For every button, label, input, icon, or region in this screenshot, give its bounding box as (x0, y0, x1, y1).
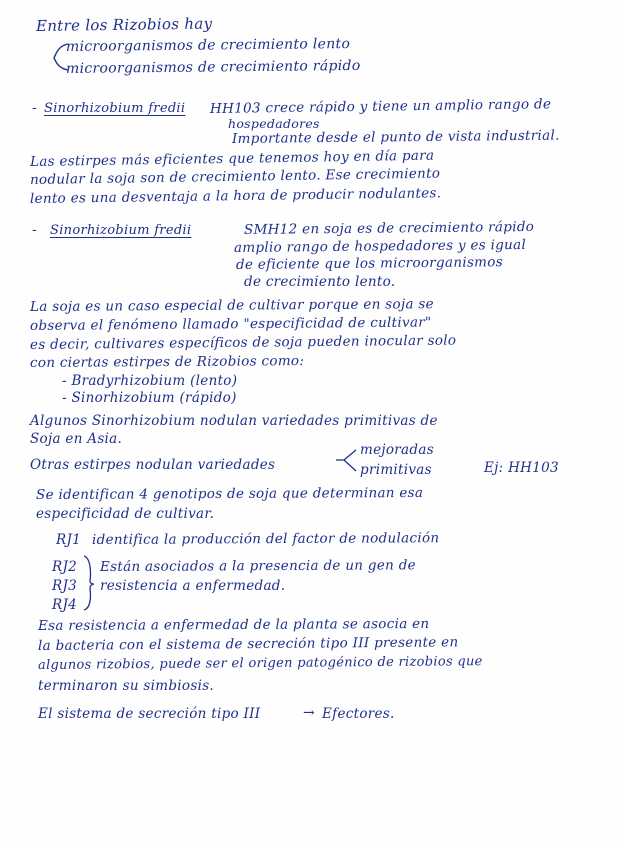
species-name-2: Sinorhizobium fredii (50, 223, 192, 238)
soja-item-1: - Bradyrhizobium (lento) (62, 373, 238, 389)
fredii-2-line-4: de crecimiento lento. (244, 274, 396, 290)
genotipos-line-1: Se identifican 4 genotipos de soja que determinan esa (35, 484, 424, 503)
intro-branch-slow: microorganismos de crecimiento lento (65, 36, 351, 55)
rj3-label: RJ3 (52, 578, 78, 594)
genotipos-line-2: especificidad de cultivar. (36, 506, 215, 522)
primitivas-line-1: Algunos Sinorhizobium nodulan variedades primitivas de (30, 413, 438, 429)
rj4-label: RJ4 (52, 597, 78, 613)
fredii-1-line-6: lento es una desventaja a la hora de producir nodulantes. (29, 185, 442, 207)
soja-line-3: es decir, cultivares específicos de soja pueden inocular solo (29, 332, 457, 353)
branch-primitivas: primitivas (360, 462, 432, 478)
rj1-label: RJ1 (56, 532, 82, 548)
fredii-2-line-3: de eficiente que los microorganismos (235, 254, 503, 273)
fredii-2-line-2: amplio rango de hospedadores y es igual (233, 236, 527, 256)
soja-line-4: con ciertas estirpes de Rizobios como: (29, 353, 305, 371)
example-hh103: Ej: HH103 (484, 460, 559, 476)
fredii-1-line-5: nodular la soja son de crecimiento lento. Ese crecimiento (29, 165, 441, 188)
rj1-description: identifica la producción del factor de nodulación (91, 530, 440, 548)
variedades-branch (332, 445, 358, 477)
fredii-2-line-1: SMH12 en soja es de crecimiento rápido (243, 218, 535, 238)
fredii-1-line-4: Las estirpes más eficientes que tenemos hoy en día para (29, 147, 435, 170)
final-efectores: Efectores. (322, 706, 395, 722)
resistencia-line-4: terminaron su simbiosis. (38, 678, 215, 694)
branch-mejoradas: mejoradas (360, 442, 434, 458)
fredii-1-line-2: hospedadores (228, 116, 320, 131)
resistencia-line-1: Esa resistencia a enfermedad de la planta se asocia en (37, 615, 430, 634)
rj2-label: RJ2 (52, 559, 78, 575)
soja-item-2: - Sinorhizobium (rápido) (62, 390, 237, 406)
final-sistema-text: El sistema de secreción tipo III (38, 706, 261, 722)
fredii-1-line-3: Importante desde el punto de vista industrial. (231, 127, 560, 147)
resistencia-line-2: la bacteria con el sistema de secreción tipo III presente en (37, 634, 459, 654)
rj-brace (82, 554, 96, 612)
resistencia-line-3: algunos rizobios, puede ser el origen patogénico de rizobios que (37, 654, 483, 673)
bullet-2: - (32, 222, 37, 238)
primitivas-line-2: Soja en Asia. (30, 431, 123, 447)
rj-text-line-1: Están asociados a la presencia de un gen de (99, 557, 416, 575)
soja-line-2: observa el fenómeno llamado "especificidad de cultivar" (29, 314, 432, 334)
species-name-1: Sinorhizobium fredii (44, 101, 186, 116)
intro-branch-fast: microorganismos de crecimiento rápido (65, 57, 361, 77)
rj-text-line-2: resistencia a enfermedad. (100, 578, 286, 594)
bullet-1: - (32, 100, 37, 116)
soja-line-1: La soja es un caso especial de cultivar porque en soja se (29, 296, 434, 315)
arrow-icon: → (303, 705, 316, 721)
intro-heading: Entre los Rizobios hay (35, 14, 213, 35)
otras-estirpes-text: Otras estirpes nodulan variedades (30, 457, 276, 473)
fredii-1-line-1: HH103 crece rápido y tiene un amplio rango de (209, 96, 552, 117)
